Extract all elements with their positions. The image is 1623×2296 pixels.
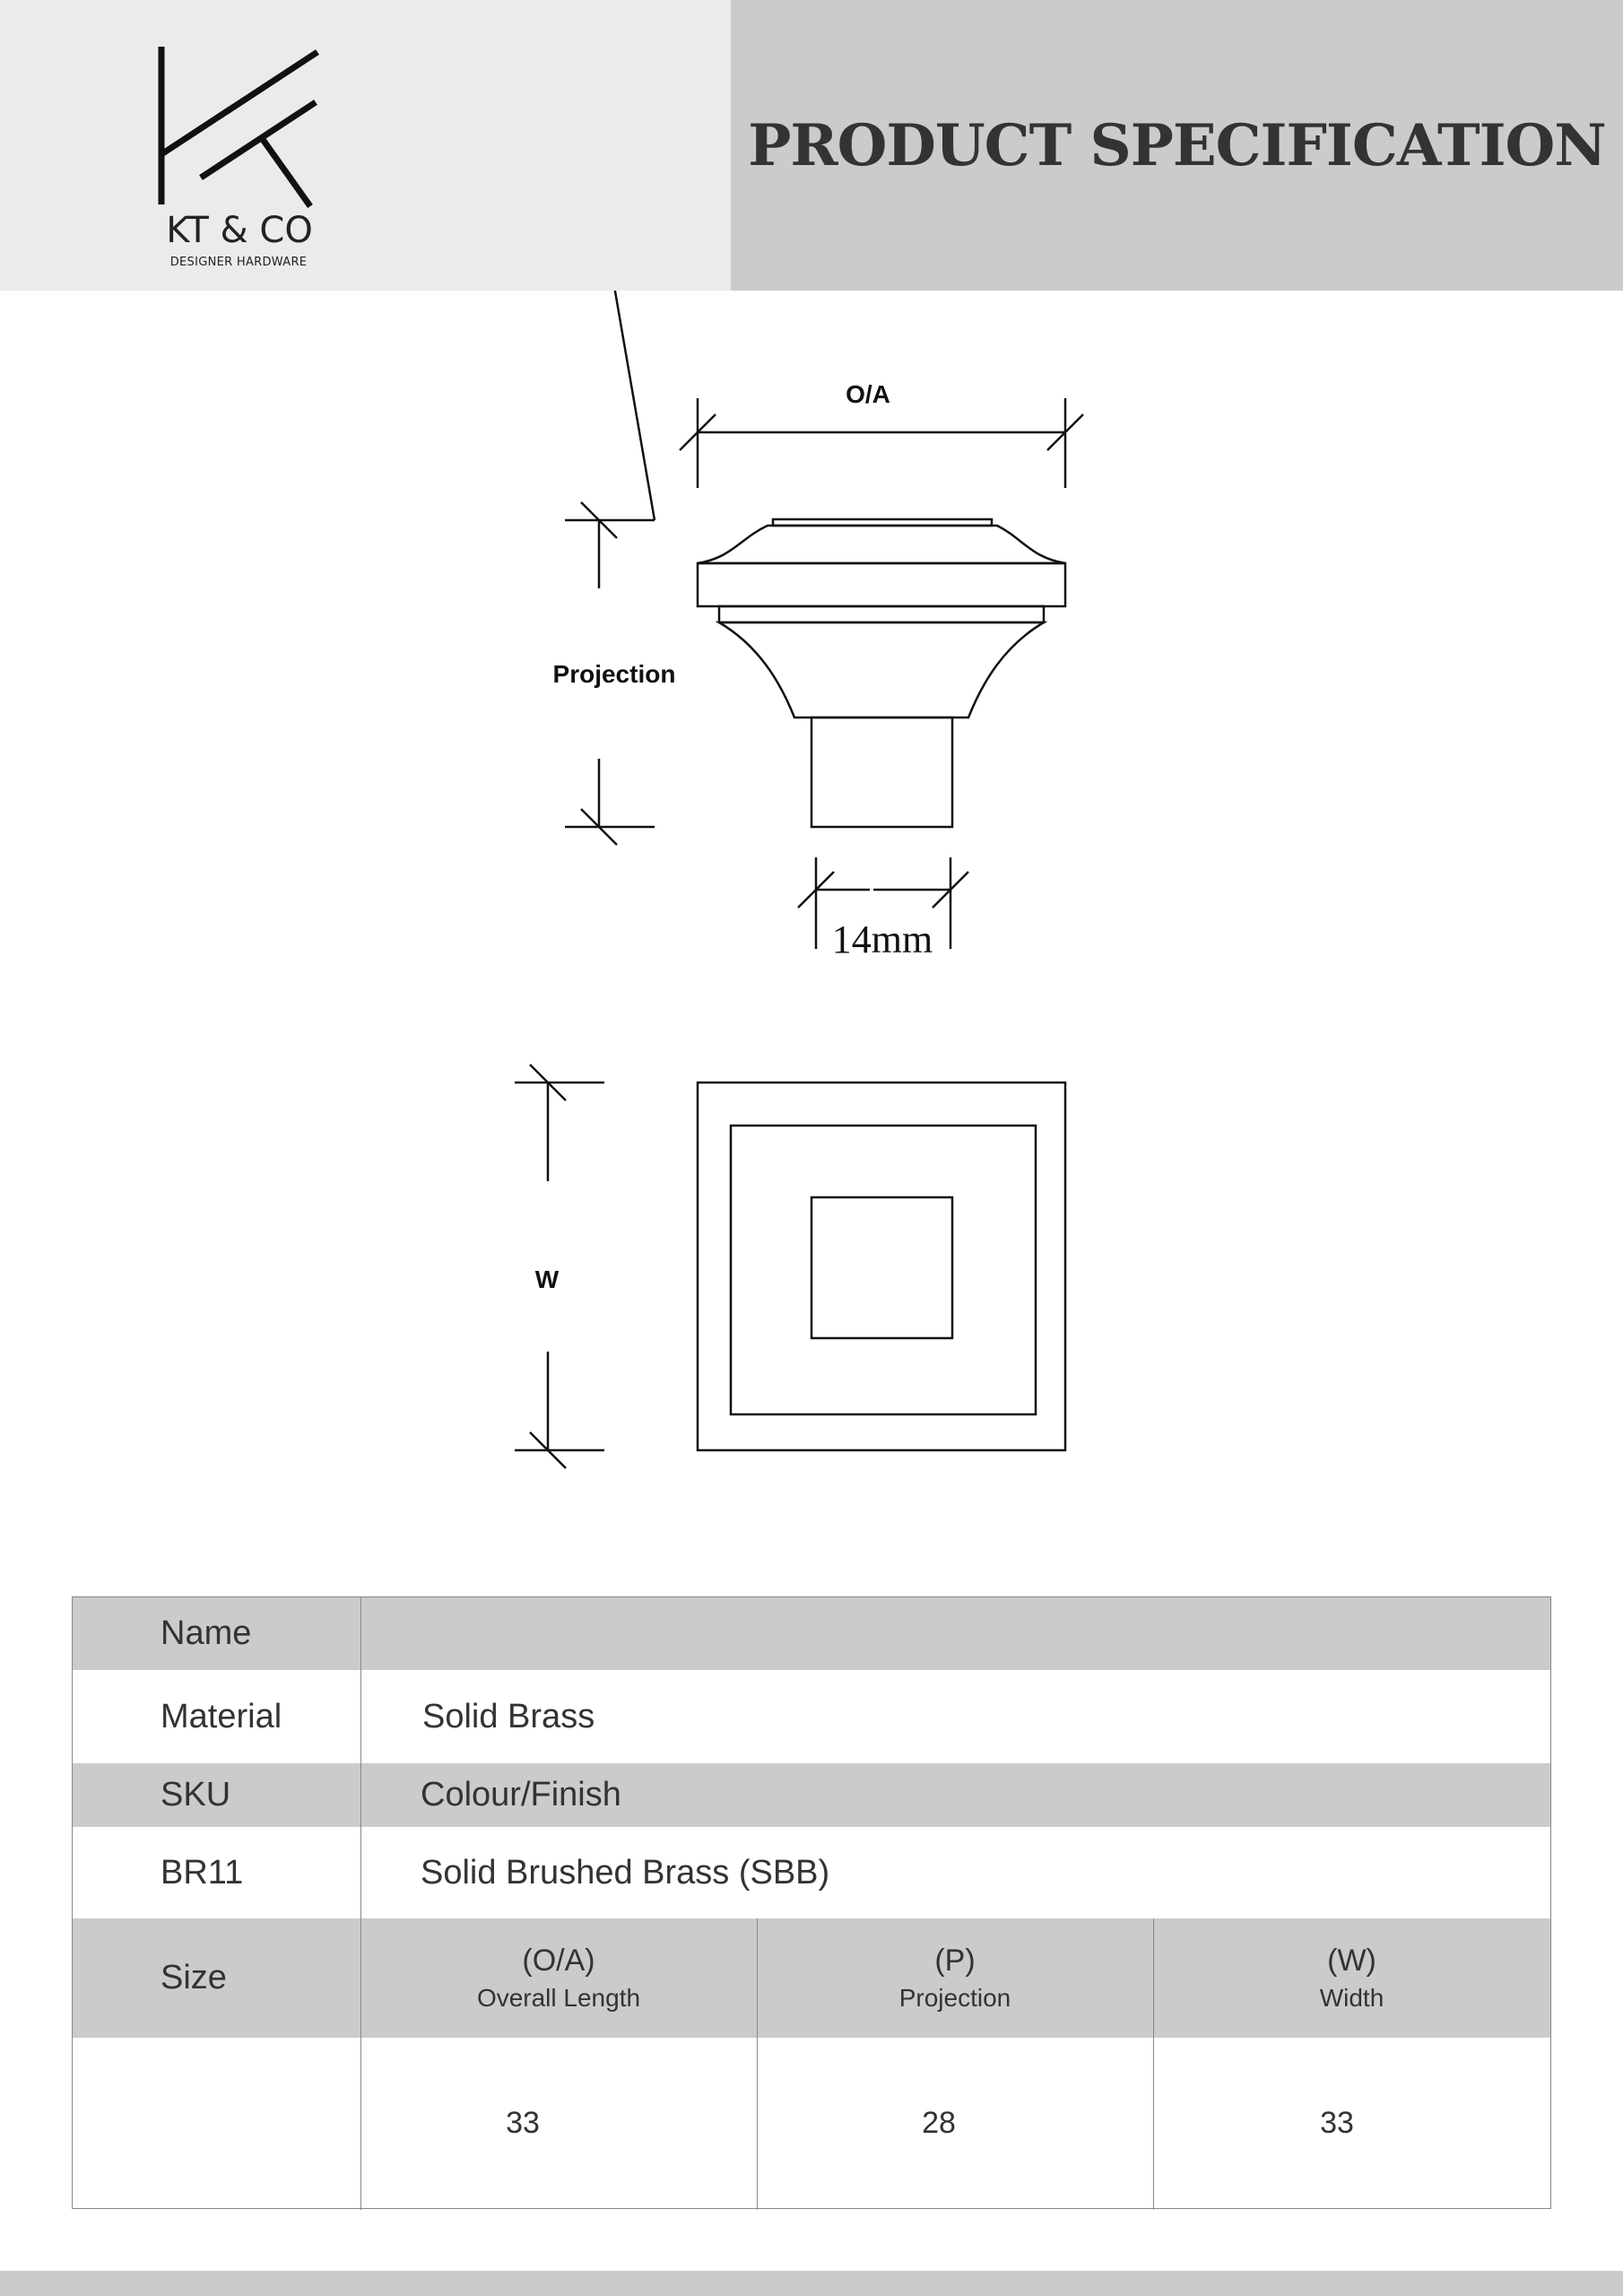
- sku-value-row: [73, 1827, 1550, 1918]
- footer-bar: [0, 2271, 1623, 2296]
- table-divider: [360, 1597, 361, 2210]
- finish-label: Colour/Finish: [421, 1776, 621, 1813]
- size-col-width: [1153, 1918, 1550, 2038]
- width-label: W: [534, 1265, 560, 1293]
- brand-name: KT & CO: [166, 210, 313, 251]
- width-code: (W): [1327, 1943, 1376, 1978]
- projection-desc: Projection: [898, 1983, 1011, 2012]
- name-row: [73, 1597, 1550, 1670]
- material-label: Material: [161, 1697, 282, 1735]
- width-desc: Width: [1319, 1983, 1384, 2012]
- projection-label: Projection: [552, 660, 676, 688]
- material-row: [73, 1670, 1550, 1763]
- base-size-label: 14mm: [831, 918, 933, 961]
- sku-value: BR11: [161, 1853, 244, 1892]
- size-value-row: [73, 2038, 1550, 2208]
- technical-drawing: [0, 291, 1623, 1546]
- projection-code: (P): [934, 1943, 976, 1978]
- knob-top-view: [515, 1065, 1065, 1468]
- overall-value: 33: [506, 2105, 540, 2140]
- table-divider: [757, 1918, 758, 2210]
- material-value: Solid Brass: [422, 1697, 595, 1735]
- sku-label: SKU: [161, 1776, 231, 1813]
- brand-tagline: DESIGNER HARDWARE: [169, 256, 308, 269]
- name-value: [421, 1597, 1497, 1670]
- table-divider: [1153, 1918, 1154, 2210]
- overall-desc: Overall Length: [476, 1983, 641, 2012]
- name-label: Name: [161, 1614, 252, 1652]
- width-value: 33: [1320, 2105, 1354, 2140]
- overall-code: (O/A): [522, 1943, 595, 1978]
- spec-table: [72, 1596, 1551, 2209]
- page-title: PRODUCT SPECIFICATION: [748, 111, 1606, 179]
- knob-side-view: [565, 291, 1083, 949]
- finish-value: Solid Brushed Brass (SBB): [421, 1853, 830, 1892]
- overall-length-label: O/A: [846, 380, 890, 408]
- header-logo-panel: [0, 0, 731, 291]
- size-label: Size: [161, 1959, 227, 1996]
- size-header-row: [73, 1918, 1550, 2038]
- projection-value: 28: [922, 2105, 956, 2140]
- sku-header-row: [73, 1763, 1550, 1827]
- size-col-overall: [360, 1918, 757, 2038]
- size-col-projection: [757, 1918, 1153, 2038]
